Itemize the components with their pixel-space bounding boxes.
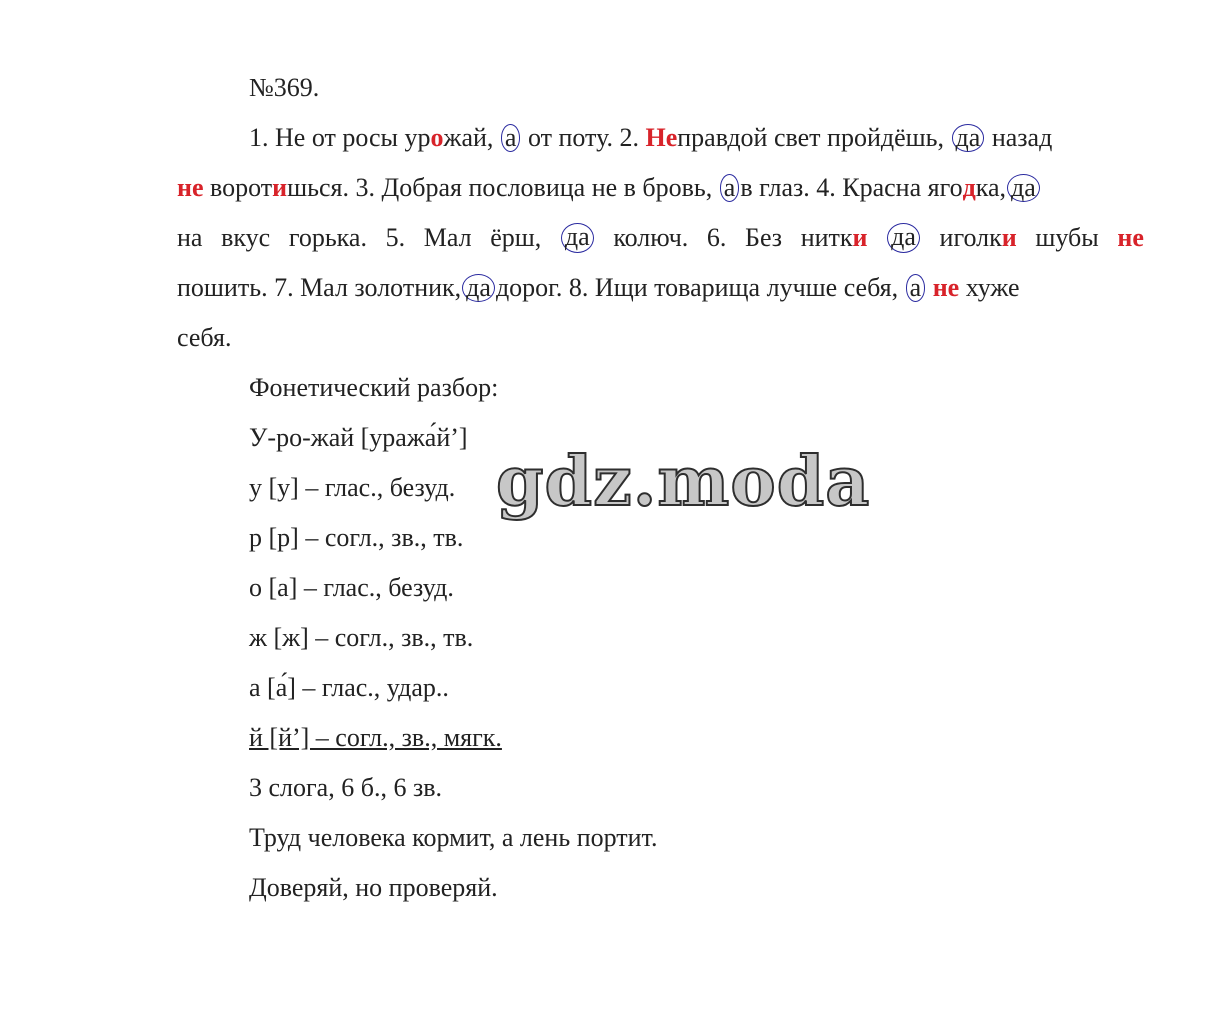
word: горька. — [288, 223, 367, 252]
word: вкус — [221, 223, 271, 252]
phonetics-row: о [а] – глас., безуд. — [249, 573, 454, 602]
proverb-line-2 — [177, 173, 1041, 203]
highlight-letter: и — [272, 173, 288, 202]
word: нитк — [800, 223, 853, 252]
highlight-letter: и — [852, 223, 868, 252]
word: 5. — [385, 223, 406, 252]
text-fragment: правдой свет пройдёшь, — [677, 123, 945, 152]
proverb-line-3 — [177, 223, 1144, 253]
text-fragment: в глаз. 4. Красна яго — [740, 173, 963, 202]
watermark-logo: gdz.moda — [496, 442, 871, 522]
circled-conjunction: да — [887, 223, 920, 253]
word: ёрш, — [490, 223, 542, 252]
text-fragment: дорог. 8. Ищи товарища лучше себя, — [495, 273, 899, 302]
text-fragment: назад — [991, 123, 1053, 152]
phonetics-row: р [р] – согл., зв., тв. — [249, 523, 464, 552]
highlight-letter: о — [430, 123, 444, 152]
circled-conjunction: да — [952, 124, 985, 152]
word: 6. — [706, 223, 727, 252]
text-fragment: пошить. 7. Мал золотник, — [177, 273, 462, 302]
task-number: №369. — [249, 73, 320, 102]
circled-conjunction: а — [501, 124, 521, 152]
highlight-letter: д — [962, 173, 976, 202]
phonetics-row: у [у] – глас., безуд. — [249, 473, 456, 502]
word: шубы — [1035, 223, 1099, 252]
circled-conjunction: а — [720, 174, 740, 202]
phonetics-word: У-ро-жай [уража́й’] — [249, 423, 468, 452]
extra-proverb-2: Доверяй, но проверяй. — [249, 873, 498, 902]
word: на — [177, 223, 203, 252]
text-fragment: от поту. 2. — [527, 123, 639, 152]
text-fragment: ка, — [975, 173, 1007, 202]
word: иголк — [939, 223, 1002, 252]
phonetics-row: ж [ж] – согл., зв., тв. — [249, 623, 474, 652]
proverb-line-4 — [177, 273, 1020, 303]
word: Без — [745, 223, 783, 252]
text-fragment: ворот — [210, 173, 273, 202]
phonetics-heading: Фонетический разбор: — [249, 373, 499, 402]
proverb-line-1 — [249, 123, 1052, 153]
proverb-line-5: себя. — [177, 323, 232, 352]
text-fragment: хуже — [965, 273, 1020, 302]
circled-conjunction: да — [462, 274, 495, 302]
highlight-letter: и — [1001, 223, 1017, 252]
text-fragment: жай, — [443, 123, 494, 152]
word: Мал — [423, 223, 472, 252]
circled-conjunction: да — [561, 223, 594, 253]
circled-conjunction: да — [1007, 174, 1040, 202]
circled-conjunction: а — [906, 274, 926, 302]
phonetics-row-last: й [й’] – согл., зв., мягк. — [249, 723, 502, 752]
text-fragment: 1. Не от росы ур — [249, 123, 431, 152]
text-fragment: шься. 3. Добрая пословица не в бровь, — [287, 173, 713, 202]
phonetics-summary: 3 слога, 6 б., 6 зв. — [249, 773, 442, 802]
word: колюч. — [613, 223, 689, 252]
extra-proverb-1: Труд человека кормит, а лень портит. — [249, 823, 658, 852]
highlight-particle: не — [932, 273, 960, 302]
phonetics-row: а [а́] – глас., удар.. — [249, 673, 449, 702]
highlight-particle: Не — [645, 123, 678, 152]
highlight-particle: не — [1117, 223, 1144, 252]
highlight-particle: не — [177, 173, 204, 202]
